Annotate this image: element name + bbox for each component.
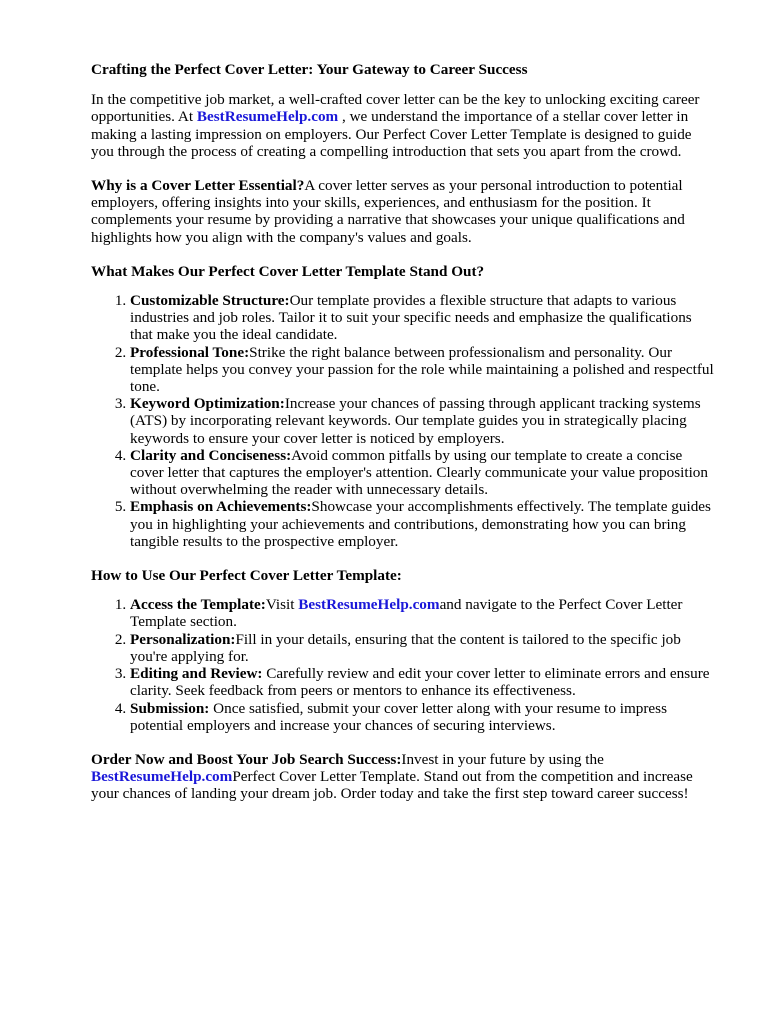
- list-item-label: Keyword Optimization:: [130, 395, 285, 413]
- list-item-text: Increase your chances of passing through applicant tracking systems (ATS) by incorporating relevant keywords. Our template guides you in strategically placing keywords to ensure your cover letter is noticed by employers.: [130, 395, 701, 447]
- order-paragraph: [91, 751, 716, 803]
- list-item: [130, 596, 716, 630]
- intro-text-start: In the competitive job market, a well-crafted cover letter can be the key to unlocking exciting career opportunities. At: [91, 91, 700, 126]
- order-site-link[interactable]: BestResumeHelp.com: [91, 768, 233, 786]
- order-label: Order Now and Boost Your Job Search Success:: [91, 750, 402, 768]
- list-item-text: Fill in your details, ensuring that the content is tailored to the specific job you're applying for.: [130, 630, 681, 665]
- list-item-text: Strike the right balance between professionalism and personality. Our template helps you convey your passion for the role while maintaining a polished and respectful tone.: [130, 343, 714, 396]
- why-paragraph: [91, 177, 716, 246]
- order-text-end: Perfect Cover Letter Template. Stand out from the competition and increase your chances of landing your dream job. Order today and take the first step toward career success!: [91, 768, 693, 803]
- list-item: [130, 447, 716, 499]
- list-item: [130, 631, 716, 665]
- list-item-label: Access the Template:: [130, 596, 266, 614]
- standout-list: [91, 292, 716, 550]
- why-text: A cover letter serves as your personal introduction to potential employers, offering insights into your skills, experiences, and enthusiasm for the position. It complements your resume by providing a narrative that showcases your unique qualifications and highlights how you align with the company's values and goals.: [91, 177, 685, 246]
- list-item-text: Visit: [265, 596, 299, 614]
- why-label: Why is a Cover Letter Essential?: [91, 177, 305, 195]
- howto-list: [91, 596, 716, 734]
- page-title: Crafting the Perfect Cover Letter: Your Gateway to Career Success: [91, 61, 528, 78]
- list-item: [130, 665, 716, 699]
- list-item-label: Submission:: [130, 699, 210, 717]
- list-item: [130, 292, 716, 344]
- intro-site-link[interactable]: BestResumeHelp.com: [196, 108, 339, 126]
- list-item-label: Professional Tone:: [130, 343, 250, 361]
- list-item-text: Our template provides a flexible structure that adapts to various industries and job roles. Tailor it to suit your specific needs and emphasize the qualifications that make you the ideal candidate.: [130, 292, 692, 344]
- list-item-text: Once satisfied, submit your cover letter along with your resume to impress potential employers and increase your chances of securing interviews.: [130, 699, 667, 734]
- list-item: [130, 700, 716, 734]
- list-item-label: Customizable Structure:: [130, 292, 290, 310]
- order-text-start: Invest in your future by using the: [401, 750, 604, 768]
- list-item-label: Personalization:: [130, 630, 236, 648]
- intro-text-end: , we understand the importance of a stellar cover letter in making a lasting impression on employers. Our Perfect Cover Letter Template is designed to guide you through the process of creating a compelling introduction that sets you apart from the crowd.: [91, 108, 692, 160]
- list-item-label: Editing and Review:: [130, 665, 263, 683]
- document-content: [91, 61, 716, 803]
- list-item: [130, 498, 716, 550]
- list-item-text: Avoid common pitfalls by using our template to create a concise cover letter that captures the employer's attention. Clearly communicate your value proposition without overwhelming the reader with unnecessary details.: [130, 446, 708, 499]
- intro-paragraph: [91, 91, 716, 160]
- howto-site-link[interactable]: BestResumeHelp.com: [298, 596, 440, 614]
- standout-heading: What Makes Our Perfect Cover Letter Template Stand Out?: [91, 262, 485, 280]
- list-item-text: and navigate to the Perfect Cover Letter Template section.: [130, 596, 683, 631]
- list-item-label: Emphasis on Achievements:: [130, 498, 312, 516]
- list-item: [130, 344, 716, 396]
- list-item-text: Showcase your accomplishments effectively. The template guides you in highlighting your achievements and contributions, demonstrating how you can bring tangible results to the prospective employer.: [130, 498, 711, 550]
- list-item-text: Carefully review and edit your cover letter to eliminate errors and ensure clarity. Seek feedback from peers or mentors to enhance its effectiveness.: [130, 665, 710, 700]
- list-item: [130, 395, 716, 447]
- howto-heading: How to Use Our Perfect Cover Letter Template:: [91, 567, 402, 585]
- list-item-label: Clarity and Conciseness:: [130, 446, 292, 464]
